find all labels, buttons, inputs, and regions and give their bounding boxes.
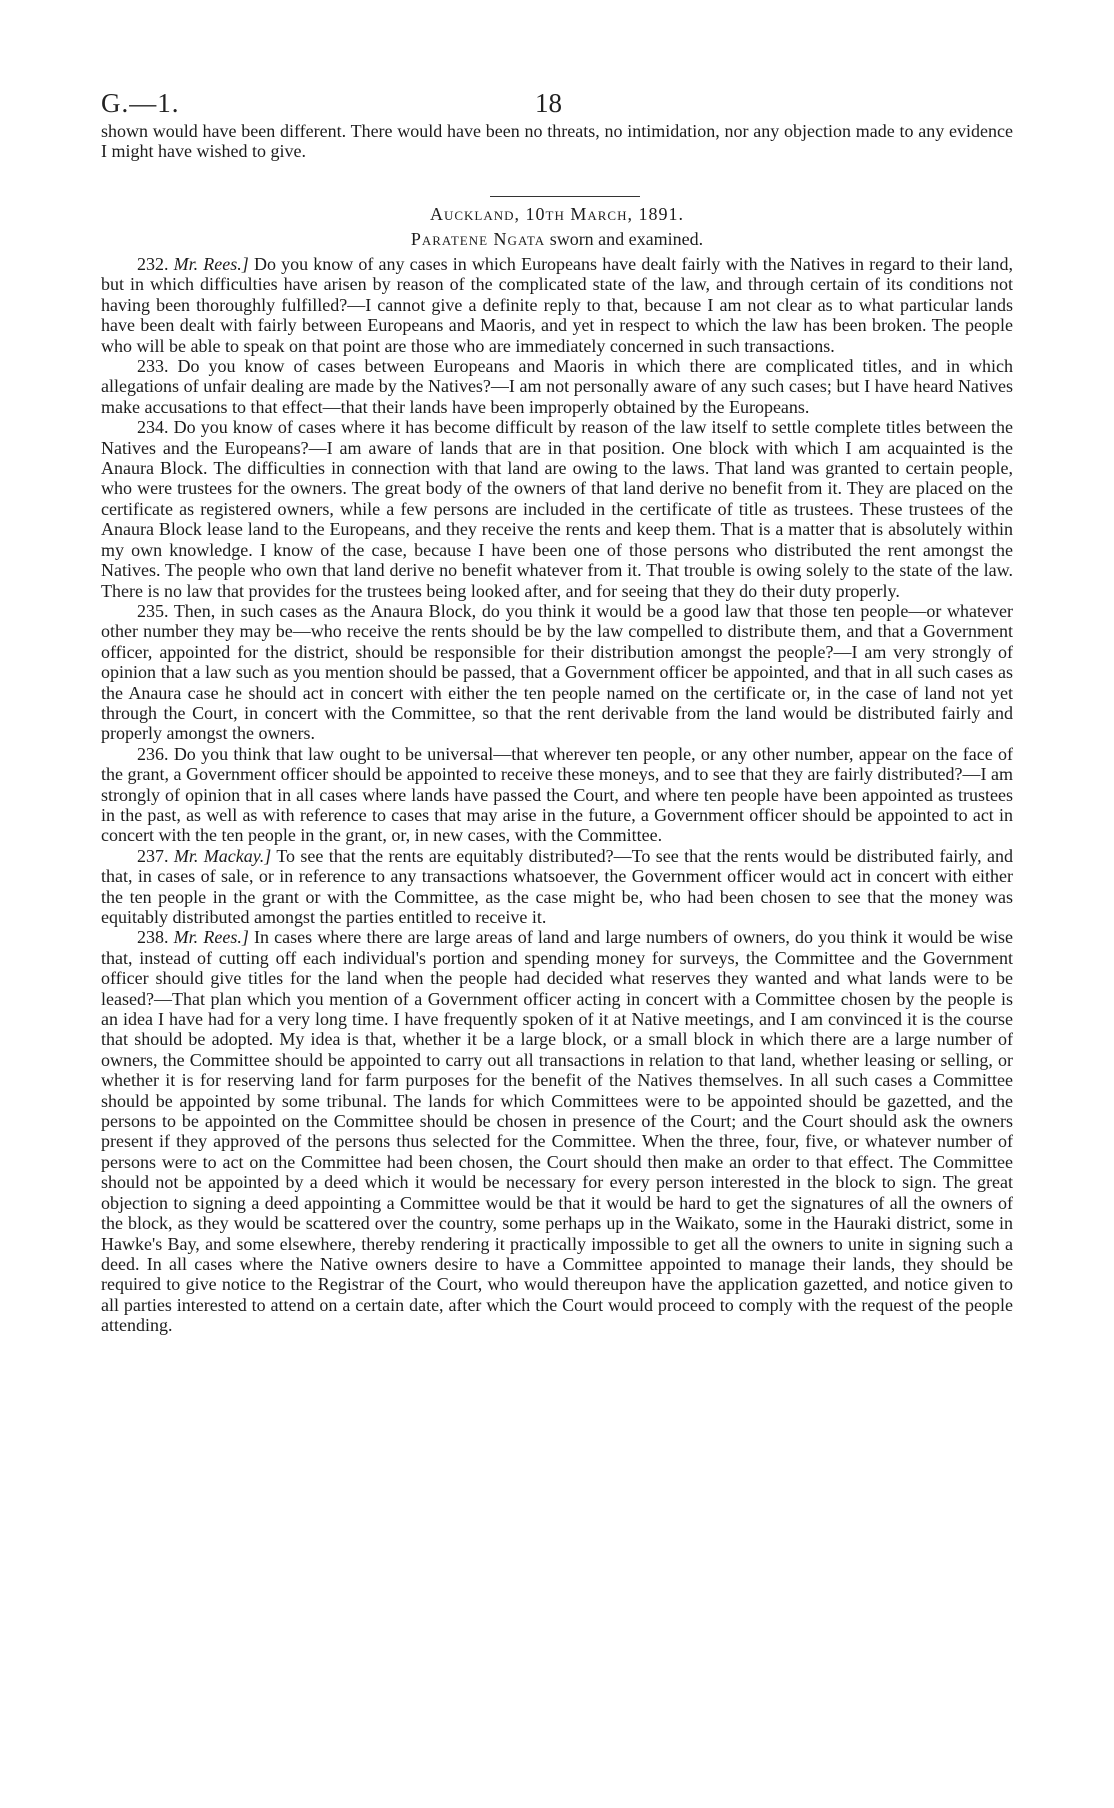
question-number: 238. [137, 927, 169, 948]
question-text: Do you know of cases where it has become difficult by reason of the law itself to settle complete titles between the Natives and the Europeans?—I am aware of lands that are in that position. One block with which I am acquainted is the Anaura Block. The difficulties in connection with that land are owing to the laws. That land was granted to certain people, who were trustees for the owners. The great body of the owners of that land derive no benefit from it. They are placed on the certificate as registered owners, while a few persons are included in the certificate of title as trustees. These trustees of the Anaura Block lease land to the Europeans, and they receive the rents and keep them. That is a matter that is absolutely within my own knowledge. I know of the case, because I have been one of those persons who distributed the rent amongst the Natives. The people who own that land derive no benefit whatever from it. That trouble is owing solely to the state of the law. There is no law that provides for the trustees being looked after, and for seeing that they do their duty properly. [101, 417, 1014, 601]
report-reference: G.—1. [101, 88, 180, 118]
question-text: To see that the rents are equitably distributed?—To see that the rents would be distributed fairly, and that, in cases of sale, or in reference to any transactions whatsoever, the Government officer would act in concert with either the ten people in the grant or with the Committee, as the case might be, who had been chosen to see that the money was equitably distributed amongst the parties entitled to receive it. [101, 845, 1013, 927]
witness-heading [101, 229, 1013, 249]
page-number: 18 [535, 88, 562, 118]
question-236 [101, 744, 1013, 846]
session-heading [101, 204, 1013, 224]
question-text: Then, in such cases as the Anaura Block, do you think it would be a good law that those ten people—or whatever other number they may be—who receive the rents should be by the law compelled to distribute them, and that a Government officer, appointed for the district, should be responsible for their distribution amongst the people?—I am very strongly of opinion that a law such as you mention should be passed, that a Government officer be appointed, and that in all such cases as the Anaura case he should act in concert with either the ten people named on the certificate or, in the case of land not yet through the Court, in concert with the Committee, so that the rent derivable from the land would be distributed fairly and properly amongst the owners. [101, 600, 1013, 744]
question-speaker: Mr. Mackay.] [173, 845, 272, 866]
question-234 [101, 417, 1013, 601]
section-divider [490, 196, 640, 197]
question-text: In cases where there are large areas of land and large numbers of owners, do you think it would be wise that, instead of cutting off each individual's portion and spending money for surveys, the Committee and the Government officer should give titles for the land when the people had decided what reserves they wanted and what lands were to be leased?—That plan which you mention of a Government officer acting in concert with a Committee chosen by the people is an idea I have had for a very long time. I have frequently spoken of it at Native meetings, and I am convinced it is the course that should be adopted. My idea is that, whether it be a large block, or a small block in which there are a large number of owners, the Committee should be appointed to carry out all transactions in relation to that land, whether leasing or selling, or whether it is for reserving land for farm purposes for the benefit of the Natives themselves. In all such cases a Committee should be appointed by some tribunal. The lands for which Committees were to be appointed should be gazetted, and the persons to be appointed on the Committee should be chosen in presence of the Court; and the Court should ask the owners present if they approved of the persons thus selected for the Committee. When the three, four, five, or whatever number of persons were to act on the Committee had been chosen, the Court should then make an order to that effect. The Committee should not be appointed by a deed which it would be necessary for every person interested in the block to sign. The great objection to signing a deed appointing a Committee would be that it would be hard to get the signatures of all the owners of the block, as they would be scattered over the country, some perhaps up in the Waikato, some in the Hauraki district, some in Hawke's Bay, and some elsewhere, thereby rendering it practically impossible to get all the owners to unite in signing such a deed. In all cases where the Native owners desire to have a Committee appointed to manage their lands, they should be required to give notice to the Registrar of the Court, who would thereupon have the application gazetted, and notice given to all parties interested to attend on a certain date, after which the Court would proceed to comply with the request of the people attending. [101, 927, 1013, 1336]
question-235 [101, 601, 1013, 744]
session-place-date: Auckland, 10th March, 1891. [429, 204, 684, 224]
question-text: Do you know of cases between Europeans and Maoris in which there are complicated titles, and in which allegations of unfair dealing are made by the Natives?—I am not personally aware of any such cases; but I have heard Natives make accusations to that effect—that their lands have been improperly obtained by the Europeans. [101, 356, 1013, 417]
question-number: 235. [137, 600, 169, 621]
question-number: 233. [137, 356, 169, 377]
question-number: 237. [137, 845, 169, 866]
question-text: Do you know of any cases in which Europeans have dealt fairly with the Natives in regard to their land, but in which difficulties have arisen by reason of the complicated state of the law, and through certain of its conditions not having been thoroughly fulfilled?—I cannot give a definite reply to that, because I am not clear as to what particular lands have been dealt with fairly between Europeans and Maoris, and yet in respect to which the law has been broken. The people who will be able to speak on that point are those who are immediately concerned in such transactions. [101, 254, 1014, 356]
question-238 [101, 927, 1013, 1335]
question-number: 234. [137, 417, 169, 438]
testimony-body [101, 254, 1013, 1336]
opening-text-block [101, 121, 1013, 162]
question-speaker: Mr. Rees.] [173, 927, 249, 948]
witness-note: sworn and examined. [549, 229, 704, 249]
question-speaker: Mr. Rees.] [173, 254, 249, 274]
question-number: 232. [137, 254, 169, 274]
question-232 [101, 254, 1013, 356]
question-237 [101, 846, 1013, 928]
opening-paragraph: shown would have been different. There would have been no threats, no intimidation, nor any objection made to any evidence I might have wished to give. [101, 121, 1013, 162]
question-233 [101, 356, 1013, 417]
question-number: 236. [137, 743, 169, 764]
question-text: Do you think that law ought to be universal—that wherever ten people, or any other number, appear on the face of the grant, a Government officer should be appointed to receive these moneys, and to see that they are fairly distributed?—I am strongly of opinion that in all cases where lands have passed the Court, and where ten people have been appointed as trustees in the past, as well as with reference to cases that may arise in the future, a Government officer should be appointed to act in concert with the ten people in the grant, or, in new cases, with the Committee. [101, 743, 1013, 846]
witness-name: Paratene Ngata [410, 229, 546, 249]
